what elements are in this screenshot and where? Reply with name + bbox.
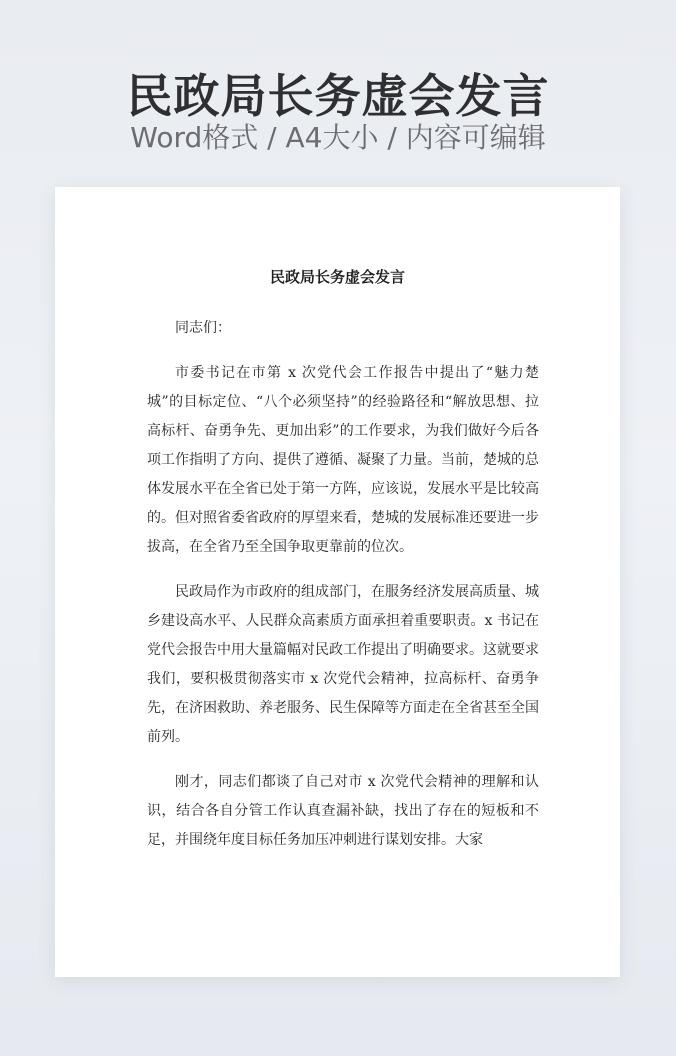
document-body	[147, 314, 539, 855]
document-page	[55, 187, 620, 977]
salutation: 同志们：	[175, 320, 231, 336]
body-paragraph-3: 刚才，同志们都谈了自己对市 x 次党代会精神的理解和认识，结合各自分管工作认真查漏补缺，找出了存在的短板和不足，并围绕年度目标任务加压冲刺进行谋划安排。大家	[147, 774, 539, 848]
document-title: 民政局长务虚会发言	[269, 268, 405, 286]
body-paragraph-2: 民政局作为市政府的组成部门，在服务经济发展高质量、城乡建设高水平、人民群众高素质方面承担着重要职责。x 书记在党代会报告中用大量篇幅对民政工作提出了明确要求。这就要求我们，要积极贯彻落实市 x 次党代会精神，拉高标杆、奋勇争先，在济困救助、养老服务、民生保障等方面走在全省甚至全国前列。	[147, 584, 539, 745]
banner-subtitle: Word格式 / A4大小 / 内容可编辑	[130, 121, 546, 154]
banner-title: 民政局长务虚会发言	[126, 69, 550, 123]
body-paragraph-1: 市委书记在市第 x 次党代会工作报告中提出了“魅力楚城”的目标定位、“八个必须坚持”的经验路径和“解放思想、拉高标杆、奋勇争先、更加出彩”的工作要求，为我们做好今后各项工作指明了方向、提供了遵循、凝聚了力量。当前，楚城的总体发展水平在全省已处于第一方阵，应该说，发展水平是比较高的。但对照省委省政府的厚望来看，楚城的发展标准还要进一步拔高，在全省乃至全国争取更靠前的位次。	[147, 365, 539, 555]
